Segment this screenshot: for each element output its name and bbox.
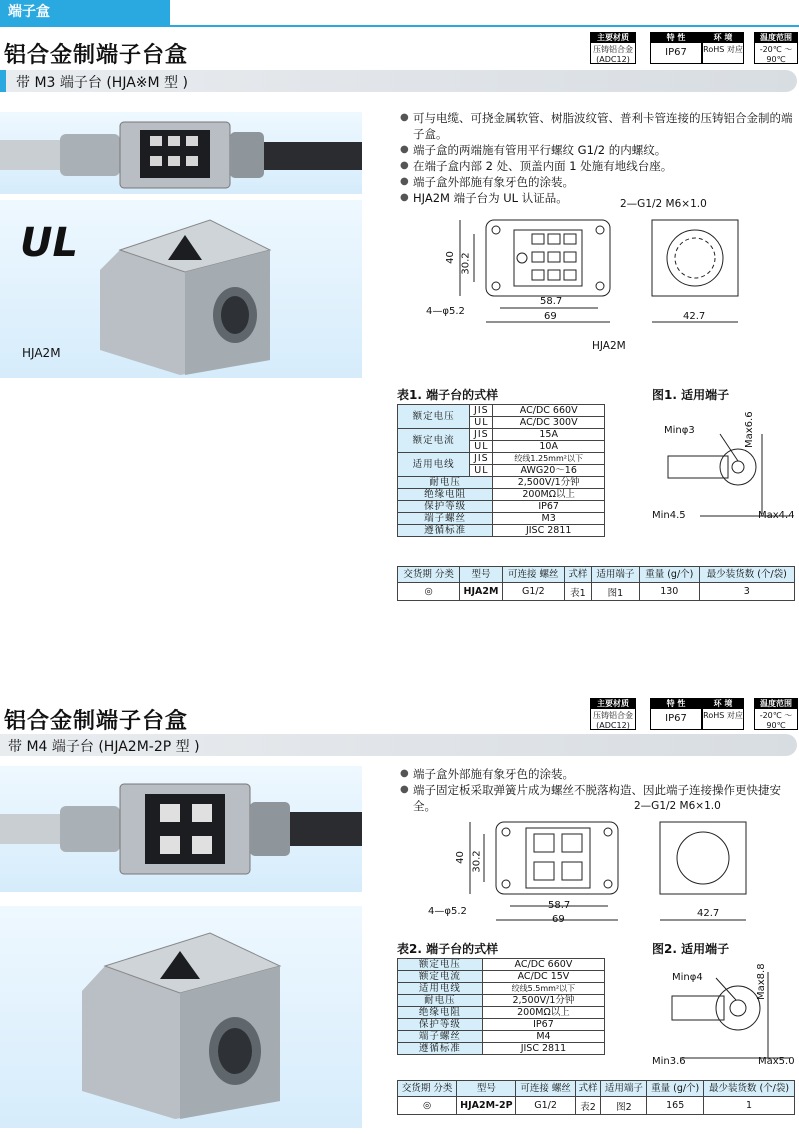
fig1-height: Max6.6 [744,411,755,448]
fig1-hole: Minφ3 [664,425,695,436]
product-table-1: 交货期 分类 型号 可连接 螺丝 式样 适用端子 重量 (g/个) 最少装货数 (个/袋) ◎ HJA2M G1/2 表1 图1 130 3 [397,566,795,601]
dim-height-40: 40 [444,251,456,264]
feature-item: ● HJA2M 端子台为 UL 认证品。 [400,190,796,206]
dim-width-58-2: 58.7 [548,900,571,911]
dim-thread-2: 2—G1/2 M6×1.0 [634,800,721,812]
material-badge: 主要材质 压铸铝合金 (ADC12) [590,32,636,64]
dim-width-69: 69 [544,311,557,322]
fig1-neck: Min4.5 [652,510,686,521]
table1-caption: 表1. 端子台的式样 [397,388,499,402]
table-row: ◎ HJA2M-2P G1/2 表2 图2 165 1 [398,1097,795,1115]
product-photo-2p-cabled [0,766,362,892]
temperature-badge: 温度范围 -20℃ ～90℃ [754,698,798,730]
fig2-hole: Minφ4 [672,972,703,983]
fig1-width: Max4.4 [758,510,795,521]
fig2-width: Max5.0 [758,1056,795,1067]
table2-caption: 表2. 端子台的式样 [397,942,499,956]
fig1-caption: 图1. 适用端子 [652,388,730,402]
section2-title: 铝合金制端子台盒 [4,709,189,734]
section1-features [400,110,796,206]
fig2-height: Max8.8 [756,963,767,1000]
feature-item: ● 可与电缆、可挠金属软管、树脂波纹管、普利卡管连接的压铸铝合金制的端子盒。 [400,110,796,142]
dim-height-30: 30.2 [460,252,472,275]
table-row: ◎ HJA2M G1/2 表1 图1 130 3 [398,583,795,601]
ul-logo: UL [20,220,78,266]
dim-width-58: 58.7 [540,296,563,307]
section1-dimension-drawing [420,196,790,356]
fig2-caption: 图2. 适用端子 [652,942,730,956]
product-photo-closed [0,200,362,378]
fig1-terminal-drawing [650,404,798,524]
environment-badge: 环 境 RoHS 对应 [702,32,744,64]
feature-badge: 特 性 IP67 [650,32,702,64]
table2-spec: 额定电压 AC/DC 660V 额定电流 AC/DC 15V 适用电线 绞线5.5mm²以下 耐电压 2,500V/1分钟 绝缘电阻 200MΩ以上 保护等级 IP67 端子螺丝 M4 遵循标准 JISC 2811 [397,958,605,1055]
fig2-neck: Min3.6 [652,1056,686,1067]
section1-subtitle: 带 M3 端子台 (HJA※M 型 ) [16,75,188,91]
temperature-badge: 温度范围 -20℃ ～90℃ [754,32,798,64]
section1-title: 铝合金制端子台盒 [4,43,189,68]
photo-model-label: HJA2M [22,346,61,360]
feature-item: ● 端子固定板采取弹簧片成为螺丝不脱落构造、因此端子连接操作更快捷安全。 [400,782,796,814]
dim-depth: 42.7 [683,311,706,322]
section2-subtitle: 带 M4 端子台 (HJA2M-2P 型 ) [8,739,200,755]
table1-spec: 额定电压 JIS AC/DC 660V UL AC/DC 300V 额定电流 JIS 15A UL 10A 适用电线 JIS 绞线1.25mm²以下 UL AWG20～16 耐电压 2,500V/1分钟 绝缘电阻 200MΩ以上 保护等级 IP67 端子螺丝 M3 遵循标准 JISC 2811 [397,404,605,537]
product-photo-2p-closed [0,906,362,1128]
feature-item: ● 端子盒外部施有象牙色的涂装。 [400,174,796,190]
dim-width-69-2: 69 [552,914,565,925]
header-line [0,25,799,27]
dim-hole: 4—φ5.2 [426,306,465,317]
material-badge: 主要材质 压铸铝合金 (ADC12) [590,698,636,730]
feature-item: ● 端子盒外部施有象牙色的涂装。 [400,766,796,782]
drawing-model-label: HJA2M [592,340,626,352]
feature-item: ● 在端子盒内部 2 处、顶盖内面 1 处施有地线台座。 [400,158,796,174]
product-table-2: 交货期 分类 型号 可连接 螺丝 式样 适用端子 重量 (g/个) 最少装货数 (个/袋) ◎ HJA2M-2P G1/2 表2 图2 165 1 [397,1080,795,1115]
feature-item: ● 端子盒的两端施有管用平行螺纹 G1/2 的内螺纹。 [400,142,796,158]
section2-subtitle-bar [0,734,797,756]
product-photo-cabled [0,112,362,194]
dim-hole-2: 4—φ5.2 [428,906,467,917]
dim-thread: 2—G1/2 M6×1.0 [620,198,707,210]
category-tag: 端子盒 [0,0,170,25]
dim-height-30-2: 30.2 [471,850,483,873]
feature-badge: 特 性 IP67 [650,698,702,730]
section1-subtitle-bar [0,70,797,92]
environment-badge: 环 境 RoHS 对应 [702,698,744,730]
dim-height-40-2: 40 [454,851,466,864]
dim-depth-2: 42.7 [697,908,720,919]
